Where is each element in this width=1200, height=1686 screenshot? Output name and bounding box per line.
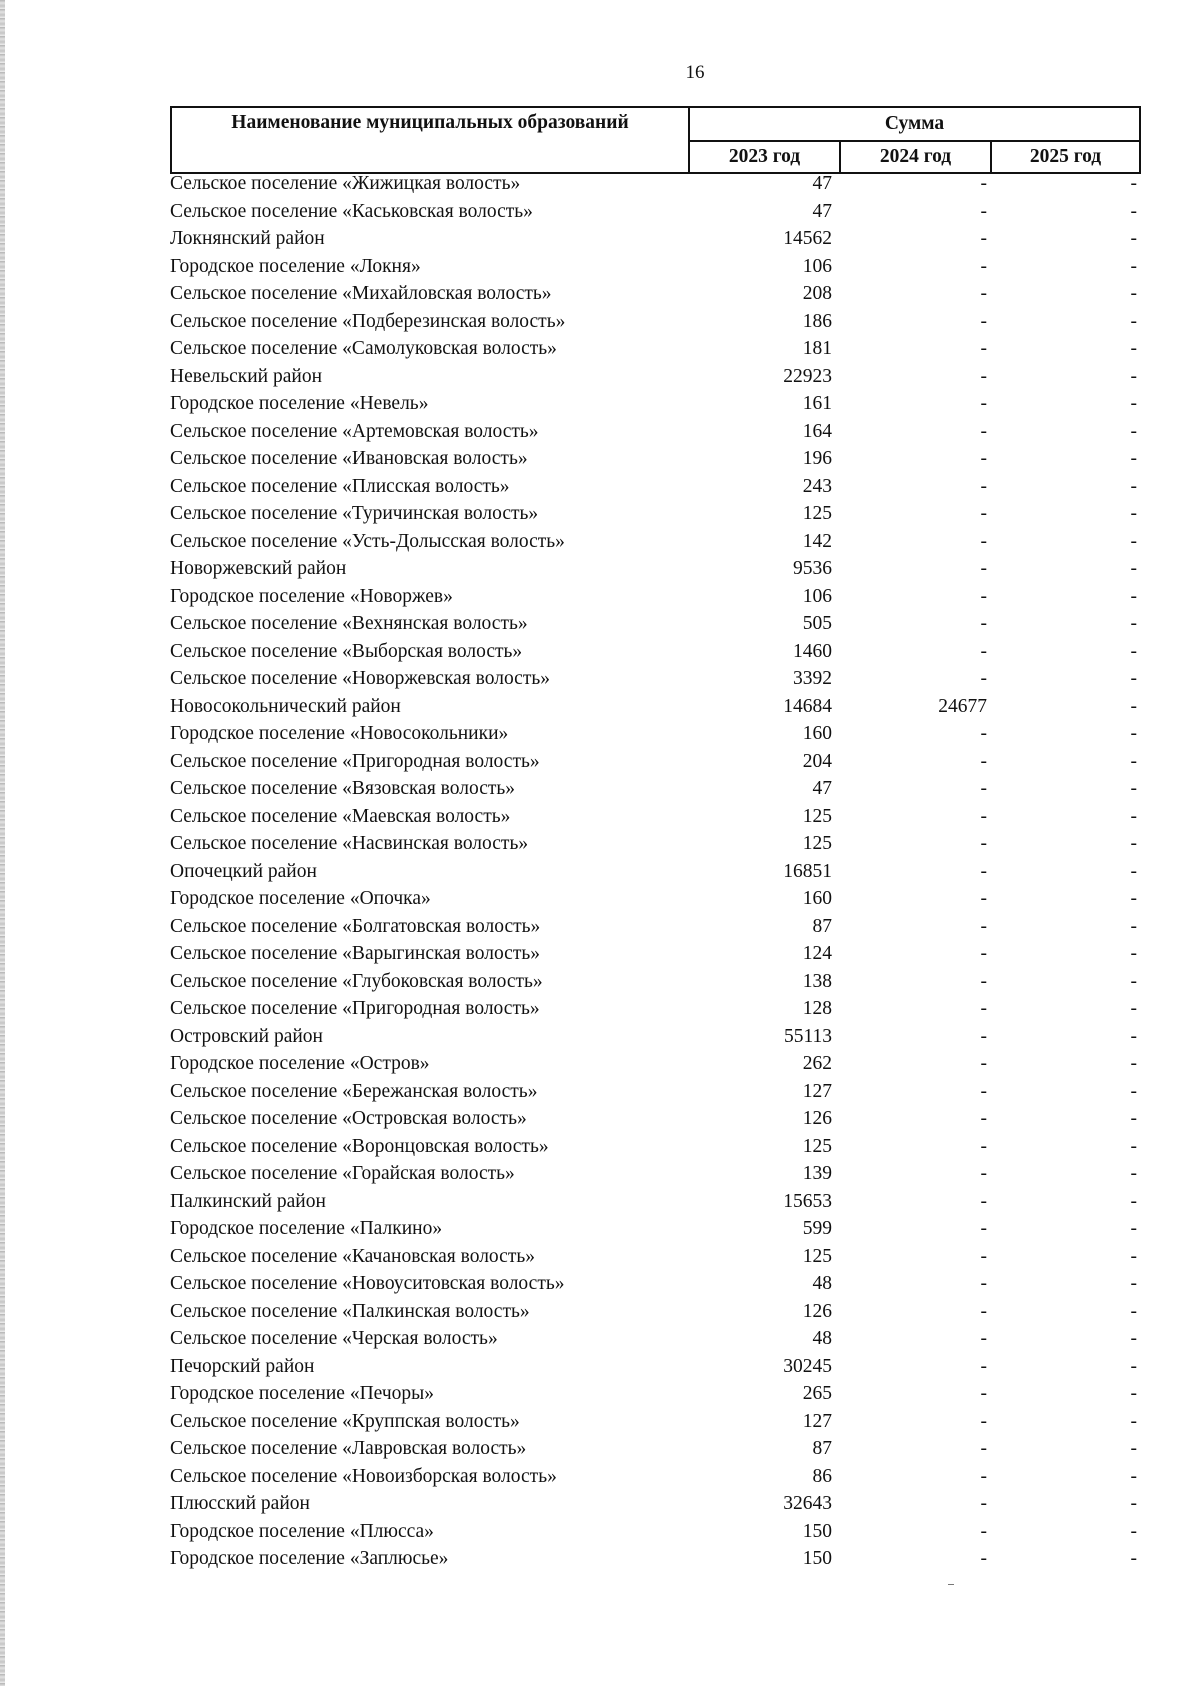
row-name: Новоржевский район [170, 558, 347, 579]
row-value-2025: - [1130, 255, 1137, 277]
row-value-2024: - [980, 200, 987, 222]
row-name: Сельское поселение «Качановская волость» [170, 1245, 535, 1267]
row-name: Сельское поселение «Усть-Долысская волость» [170, 530, 565, 552]
row-value-2025: - [1130, 1520, 1137, 1542]
row-value-2024: - [980, 1465, 987, 1487]
row-value-2024: - [980, 1245, 987, 1267]
row-value-2024: - [980, 558, 987, 579]
row-name: Сельское поселение «Каськовская волость» [170, 200, 533, 222]
table-row [170, 1243, 1139, 1271]
table-row [170, 1188, 1139, 1216]
row-name: Сельское поселение «Бережанская волость» [170, 1080, 538, 1102]
row-value-2024: - [980, 1438, 987, 1459]
table-row [170, 225, 1139, 253]
row-value-2024: - [980, 750, 987, 772]
row-value-2023: 150 [802, 1548, 832, 1569]
row-value-2023: 160 [802, 723, 832, 744]
row-value-2024: - [980, 365, 987, 387]
row-name: Сельское поселение «Ивановская волость» [170, 448, 528, 469]
row-value-2025: - [1130, 1438, 1137, 1459]
row-value-2024: - [980, 998, 987, 1019]
row-value-2024: - [980, 1410, 987, 1432]
row-name: Сельское поселение «Маевская волость» [170, 805, 511, 827]
row-name: Сельское поселение «Артемовская волость» [170, 420, 539, 442]
table-row [170, 335, 1139, 363]
row-value-2024: - [980, 1190, 987, 1212]
row-value-2023: 139 [802, 1163, 832, 1184]
row-value-2023: 505 [802, 613, 832, 634]
row-value-2024: - [980, 915, 987, 937]
table-row [170, 1353, 1139, 1381]
row-value-2025: - [1130, 420, 1137, 442]
row-value-2023: 125 [802, 1135, 832, 1157]
row-name: Городское поселение «Печоры» [170, 1383, 434, 1404]
row-value-2023: 55113 [783, 1025, 832, 1047]
row-value-2024: - [980, 1163, 987, 1184]
row-name: Печорский район [170, 1355, 315, 1377]
row-value-2024: - [980, 1080, 987, 1102]
row-value-2023: 125 [802, 805, 832, 827]
table-row [170, 720, 1139, 748]
row-value-2025: - [1130, 1108, 1137, 1129]
row-value-2023: 48 [812, 1328, 832, 1349]
row-value-2024: - [980, 173, 987, 194]
row-value-2023: 86 [812, 1465, 832, 1487]
table-row [170, 1408, 1139, 1436]
row-value-2024: - [980, 448, 987, 469]
row-value-2024: - [980, 833, 987, 854]
row-value-2023: 125 [802, 503, 832, 524]
row-name: Сельское поселение «Лавровская волость» [170, 1438, 527, 1459]
table-row [170, 198, 1139, 226]
row-value-2024: - [980, 310, 987, 332]
row-value-2024: 24677 [938, 695, 987, 717]
row-name: Сельское поселение «Круппская волость» [170, 1410, 520, 1432]
table-row [170, 665, 1139, 693]
table-row [170, 858, 1139, 886]
row-value-2024: - [980, 1383, 987, 1404]
table-row [170, 748, 1139, 776]
table-row [170, 1270, 1139, 1298]
row-value-2025: - [1130, 503, 1137, 524]
row-value-2025: - [1130, 613, 1137, 634]
table-row [170, 1105, 1139, 1133]
row-value-2025: - [1130, 200, 1137, 222]
row-value-2023: 125 [802, 1245, 832, 1267]
table-row [170, 803, 1139, 831]
row-value-2025: - [1130, 1135, 1137, 1157]
table-row [170, 528, 1139, 556]
table-row [170, 1518, 1139, 1546]
row-value-2024: - [980, 530, 987, 552]
header-year-2023: 2023 год [689, 141, 840, 173]
row-value-2024: - [980, 503, 987, 524]
row-value-2023: 196 [802, 448, 832, 469]
row-value-2023: 150 [802, 1520, 832, 1542]
row-value-2025: - [1130, 1273, 1137, 1294]
row-value-2024: - [980, 1355, 987, 1377]
row-name: Городское поселение «Локня» [170, 255, 421, 277]
row-value-2023: 15653 [783, 1190, 832, 1212]
row-value-2023: 87 [812, 1438, 832, 1459]
table-row [170, 418, 1139, 446]
row-value-2023: 16851 [783, 860, 832, 882]
table-row [170, 638, 1139, 666]
row-value-2025: - [1130, 640, 1137, 662]
row-value-2024: - [980, 585, 987, 607]
row-name: Сельское поселение «Вязовская волость» [170, 778, 516, 799]
row-value-2023: 265 [802, 1383, 832, 1404]
row-value-2025: - [1130, 228, 1137, 249]
row-name: Сельское поселение «Выборская волость» [170, 640, 523, 662]
row-value-2025: - [1130, 1465, 1137, 1487]
row-value-2025: - [1130, 338, 1137, 359]
row-value-2023: 47 [812, 173, 832, 194]
row-value-2023: 128 [802, 998, 832, 1019]
row-name: Сельское поселение «Черская волость» [170, 1328, 498, 1349]
row-value-2025: - [1130, 475, 1137, 497]
row-value-2025: - [1130, 1328, 1137, 1349]
row-value-2024: - [980, 970, 987, 992]
table-row [170, 390, 1139, 418]
row-value-2024: - [980, 640, 987, 662]
row-name: Городское поселение «Плюсса» [170, 1520, 434, 1542]
table-row [170, 1435, 1139, 1463]
table-row [170, 363, 1139, 391]
row-value-2024: - [980, 338, 987, 359]
page-number: 16 [685, 62, 705, 83]
scan-edge-artifact [0, 0, 5, 1686]
row-value-2025: - [1130, 1493, 1137, 1514]
row-value-2025: - [1130, 1300, 1137, 1322]
row-value-2023: 204 [802, 750, 832, 772]
row-name: Городское поселение «Остров» [170, 1053, 430, 1074]
table-row [170, 1023, 1139, 1051]
table-row [170, 445, 1139, 473]
table-row [170, 473, 1139, 501]
header-year-2024: 2024 год [840, 141, 991, 173]
row-name: Сельское поселение «Островская волость» [170, 1108, 527, 1129]
row-value-2024: - [980, 283, 987, 304]
row-name: Сельское поселение «Насвинская волость» [170, 833, 529, 854]
row-value-2023: 138 [802, 970, 832, 992]
row-value-2024: - [980, 1053, 987, 1074]
row-name: Сельское поселение «Новоуситовская волость» [170, 1273, 565, 1294]
row-value-2024: - [980, 1135, 987, 1157]
row-value-2023: 32643 [783, 1493, 832, 1514]
row-value-2024: - [980, 393, 987, 414]
row-name: Городское поселение «Новосокольники» [170, 723, 509, 744]
row-value-2025: - [1130, 1383, 1137, 1404]
row-value-2024: - [980, 668, 987, 689]
table-row [170, 1380, 1139, 1408]
table-row [170, 583, 1139, 611]
row-value-2025: - [1130, 943, 1137, 964]
row-value-2023: 208 [802, 283, 832, 304]
row-value-2025: - [1130, 365, 1137, 387]
row-value-2023: 3392 [793, 668, 832, 689]
table-row [170, 308, 1139, 336]
row-value-2023: 9536 [793, 558, 832, 579]
row-value-2023: 106 [802, 255, 832, 277]
table-row [170, 940, 1139, 968]
row-name: Сельское поселение «Болгатовская волость» [170, 915, 541, 937]
row-value-2023: 30245 [783, 1355, 832, 1377]
row-value-2025: - [1130, 1355, 1137, 1377]
row-value-2025: - [1130, 695, 1137, 717]
row-value-2024: - [980, 420, 987, 442]
row-name: Островский район [170, 1025, 323, 1047]
table-row [170, 775, 1139, 803]
row-value-2023: 126 [802, 1300, 832, 1322]
row-name: Сельское поселение «Варыгинская волость» [170, 943, 541, 964]
row-value-2023: 160 [802, 888, 832, 909]
row-value-2024: - [980, 475, 987, 497]
row-value-2023: 48 [812, 1273, 832, 1294]
row-value-2024: - [980, 1328, 987, 1349]
row-value-2023: 126 [802, 1108, 832, 1129]
table-row [170, 1133, 1139, 1161]
row-value-2023: 127 [802, 1080, 832, 1102]
row-name: Сельское поселение «Пригородная волость» [170, 998, 540, 1019]
row-value-2024: - [980, 1218, 987, 1239]
header-year-2025: 2025 год [991, 141, 1140, 173]
row-value-2023: 599 [802, 1218, 832, 1239]
row-value-2023: 22923 [783, 365, 832, 387]
table-row [170, 1325, 1139, 1353]
row-name: Палкинский район [170, 1190, 326, 1212]
row-name: Городское поселение «Опочка» [170, 888, 431, 909]
row-value-2025: - [1130, 173, 1137, 194]
row-name: Сельское поселение «Самолуковская волость» [170, 338, 557, 359]
table-row [170, 995, 1139, 1023]
table-row [170, 253, 1139, 281]
row-value-2025: - [1130, 1163, 1137, 1184]
row-value-2025: - [1130, 668, 1137, 689]
row-name: Опочецкий район [170, 860, 317, 882]
row-value-2023: 47 [812, 200, 832, 222]
row-value-2023: 124 [802, 943, 832, 964]
row-value-2024: - [980, 943, 987, 964]
row-value-2025: - [1130, 1245, 1137, 1267]
table-row [170, 280, 1139, 308]
row-name: Плюсский район [170, 1493, 310, 1514]
row-value-2024: - [980, 1548, 987, 1569]
table-row [170, 1215, 1139, 1243]
row-value-2024: - [980, 255, 987, 277]
table-row [170, 913, 1139, 941]
row-value-2023: 125 [802, 833, 832, 854]
row-name: Сельское поселение «Пригородная волость» [170, 750, 540, 772]
row-name: Сельское поселение «Туричинская волость» [170, 503, 539, 524]
row-value-2024: - [980, 1300, 987, 1322]
row-value-2025: - [1130, 1080, 1137, 1102]
row-value-2023: 161 [802, 393, 832, 414]
row-value-2025: - [1130, 310, 1137, 332]
table-row [170, 1160, 1139, 1188]
row-name: Сельское поселение «Подберезинская волость» [170, 310, 566, 332]
row-value-2025: - [1130, 833, 1137, 854]
row-name: Городское поселение «Невель» [170, 393, 429, 414]
table-row [170, 1490, 1139, 1518]
row-name: Новосокольнический район [170, 695, 401, 717]
row-value-2023: 47 [812, 778, 832, 799]
row-value-2025: - [1130, 750, 1137, 772]
row-name: Городское поселение «Новоржев» [170, 585, 453, 607]
row-value-2023: 142 [802, 530, 832, 552]
scan-speck [948, 1584, 954, 1585]
row-name: Сельское поселение «Воронцовская волость» [170, 1135, 549, 1157]
row-value-2024: - [980, 1108, 987, 1129]
row-name: Сельское поселение «Жижицкая волость» [170, 173, 521, 194]
table-row [170, 1545, 1139, 1573]
row-value-2024: - [980, 1273, 987, 1294]
table-header [170, 106, 1141, 174]
table-row [170, 555, 1139, 583]
row-value-2025: - [1130, 915, 1137, 937]
row-value-2023: 186 [802, 310, 832, 332]
row-value-2023: 262 [802, 1053, 832, 1074]
row-name: Сельское поселение «Михайловская волость» [170, 283, 552, 304]
row-value-2025: - [1130, 888, 1137, 909]
header-sum-column: Сумма [689, 107, 1140, 141]
row-name: Невельский район [170, 365, 323, 387]
row-value-2024: - [980, 1025, 987, 1047]
row-value-2023: 127 [802, 1410, 832, 1432]
row-value-2025: - [1130, 585, 1137, 607]
row-name: Сельское поселение «Глубоковская волость» [170, 970, 543, 992]
row-value-2025: - [1130, 1025, 1137, 1047]
row-value-2023: 87 [812, 915, 832, 937]
row-value-2024: - [980, 888, 987, 909]
row-value-2023: 164 [802, 420, 832, 442]
row-value-2023: 14562 [783, 228, 832, 249]
row-value-2025: - [1130, 448, 1137, 469]
table-row [170, 500, 1139, 528]
table-row [170, 170, 1139, 198]
row-value-2024: - [980, 228, 987, 249]
row-value-2025: - [1130, 1218, 1137, 1239]
row-value-2025: - [1130, 1190, 1137, 1212]
row-value-2024: - [980, 1520, 987, 1542]
row-name: Сельское поселение «Плисская волость» [170, 475, 510, 497]
header-name-column: Наименование муниципальных образований [171, 107, 689, 173]
table-row [170, 968, 1139, 996]
table-row [170, 1050, 1139, 1078]
row-name: Сельское поселение «Палкинская волость» [170, 1300, 530, 1322]
row-value-2025: - [1130, 393, 1137, 414]
table-body [170, 170, 1139, 1573]
table-row [170, 610, 1139, 638]
row-name: Сельское поселение «Новоржевская волость» [170, 668, 550, 689]
row-value-2025: - [1130, 723, 1137, 744]
row-value-2024: - [980, 723, 987, 744]
row-name: Городское поселение «Палкино» [170, 1218, 443, 1239]
row-value-2023: 1460 [793, 640, 832, 662]
row-value-2025: - [1130, 530, 1137, 552]
row-value-2025: - [1130, 1548, 1137, 1569]
row-name: Сельское поселение «Горайская волость» [170, 1163, 515, 1184]
row-name: Сельское поселение «Вехнянская волость» [170, 613, 528, 634]
table-row [170, 693, 1139, 721]
row-value-2025: - [1130, 998, 1137, 1019]
row-value-2025: - [1130, 970, 1137, 992]
row-value-2024: - [980, 613, 987, 634]
row-value-2024: - [980, 860, 987, 882]
row-value-2025: - [1130, 558, 1137, 579]
row-value-2023: 14684 [783, 695, 832, 717]
table-row [170, 1298, 1139, 1326]
row-value-2023: 106 [802, 585, 832, 607]
row-name: Городское поселение «Заплюсье» [170, 1548, 449, 1569]
row-value-2024: - [980, 805, 987, 827]
row-value-2024: - [980, 778, 987, 799]
table-row [170, 830, 1139, 858]
table-row [170, 1078, 1139, 1106]
row-name: Сельское поселение «Новоизборская волость» [170, 1465, 557, 1487]
row-value-2025: - [1130, 1410, 1137, 1432]
row-value-2025: - [1130, 1053, 1137, 1074]
row-value-2023: 243 [802, 475, 832, 497]
table-row [170, 885, 1139, 913]
row-value-2024: - [980, 1493, 987, 1514]
row-value-2025: - [1130, 805, 1137, 827]
table-row [170, 1463, 1139, 1491]
row-value-2025: - [1130, 283, 1137, 304]
row-value-2025: - [1130, 860, 1137, 882]
row-name: Локнянский район [170, 228, 325, 249]
row-value-2023: 181 [802, 338, 832, 359]
row-value-2025: - [1130, 778, 1137, 799]
